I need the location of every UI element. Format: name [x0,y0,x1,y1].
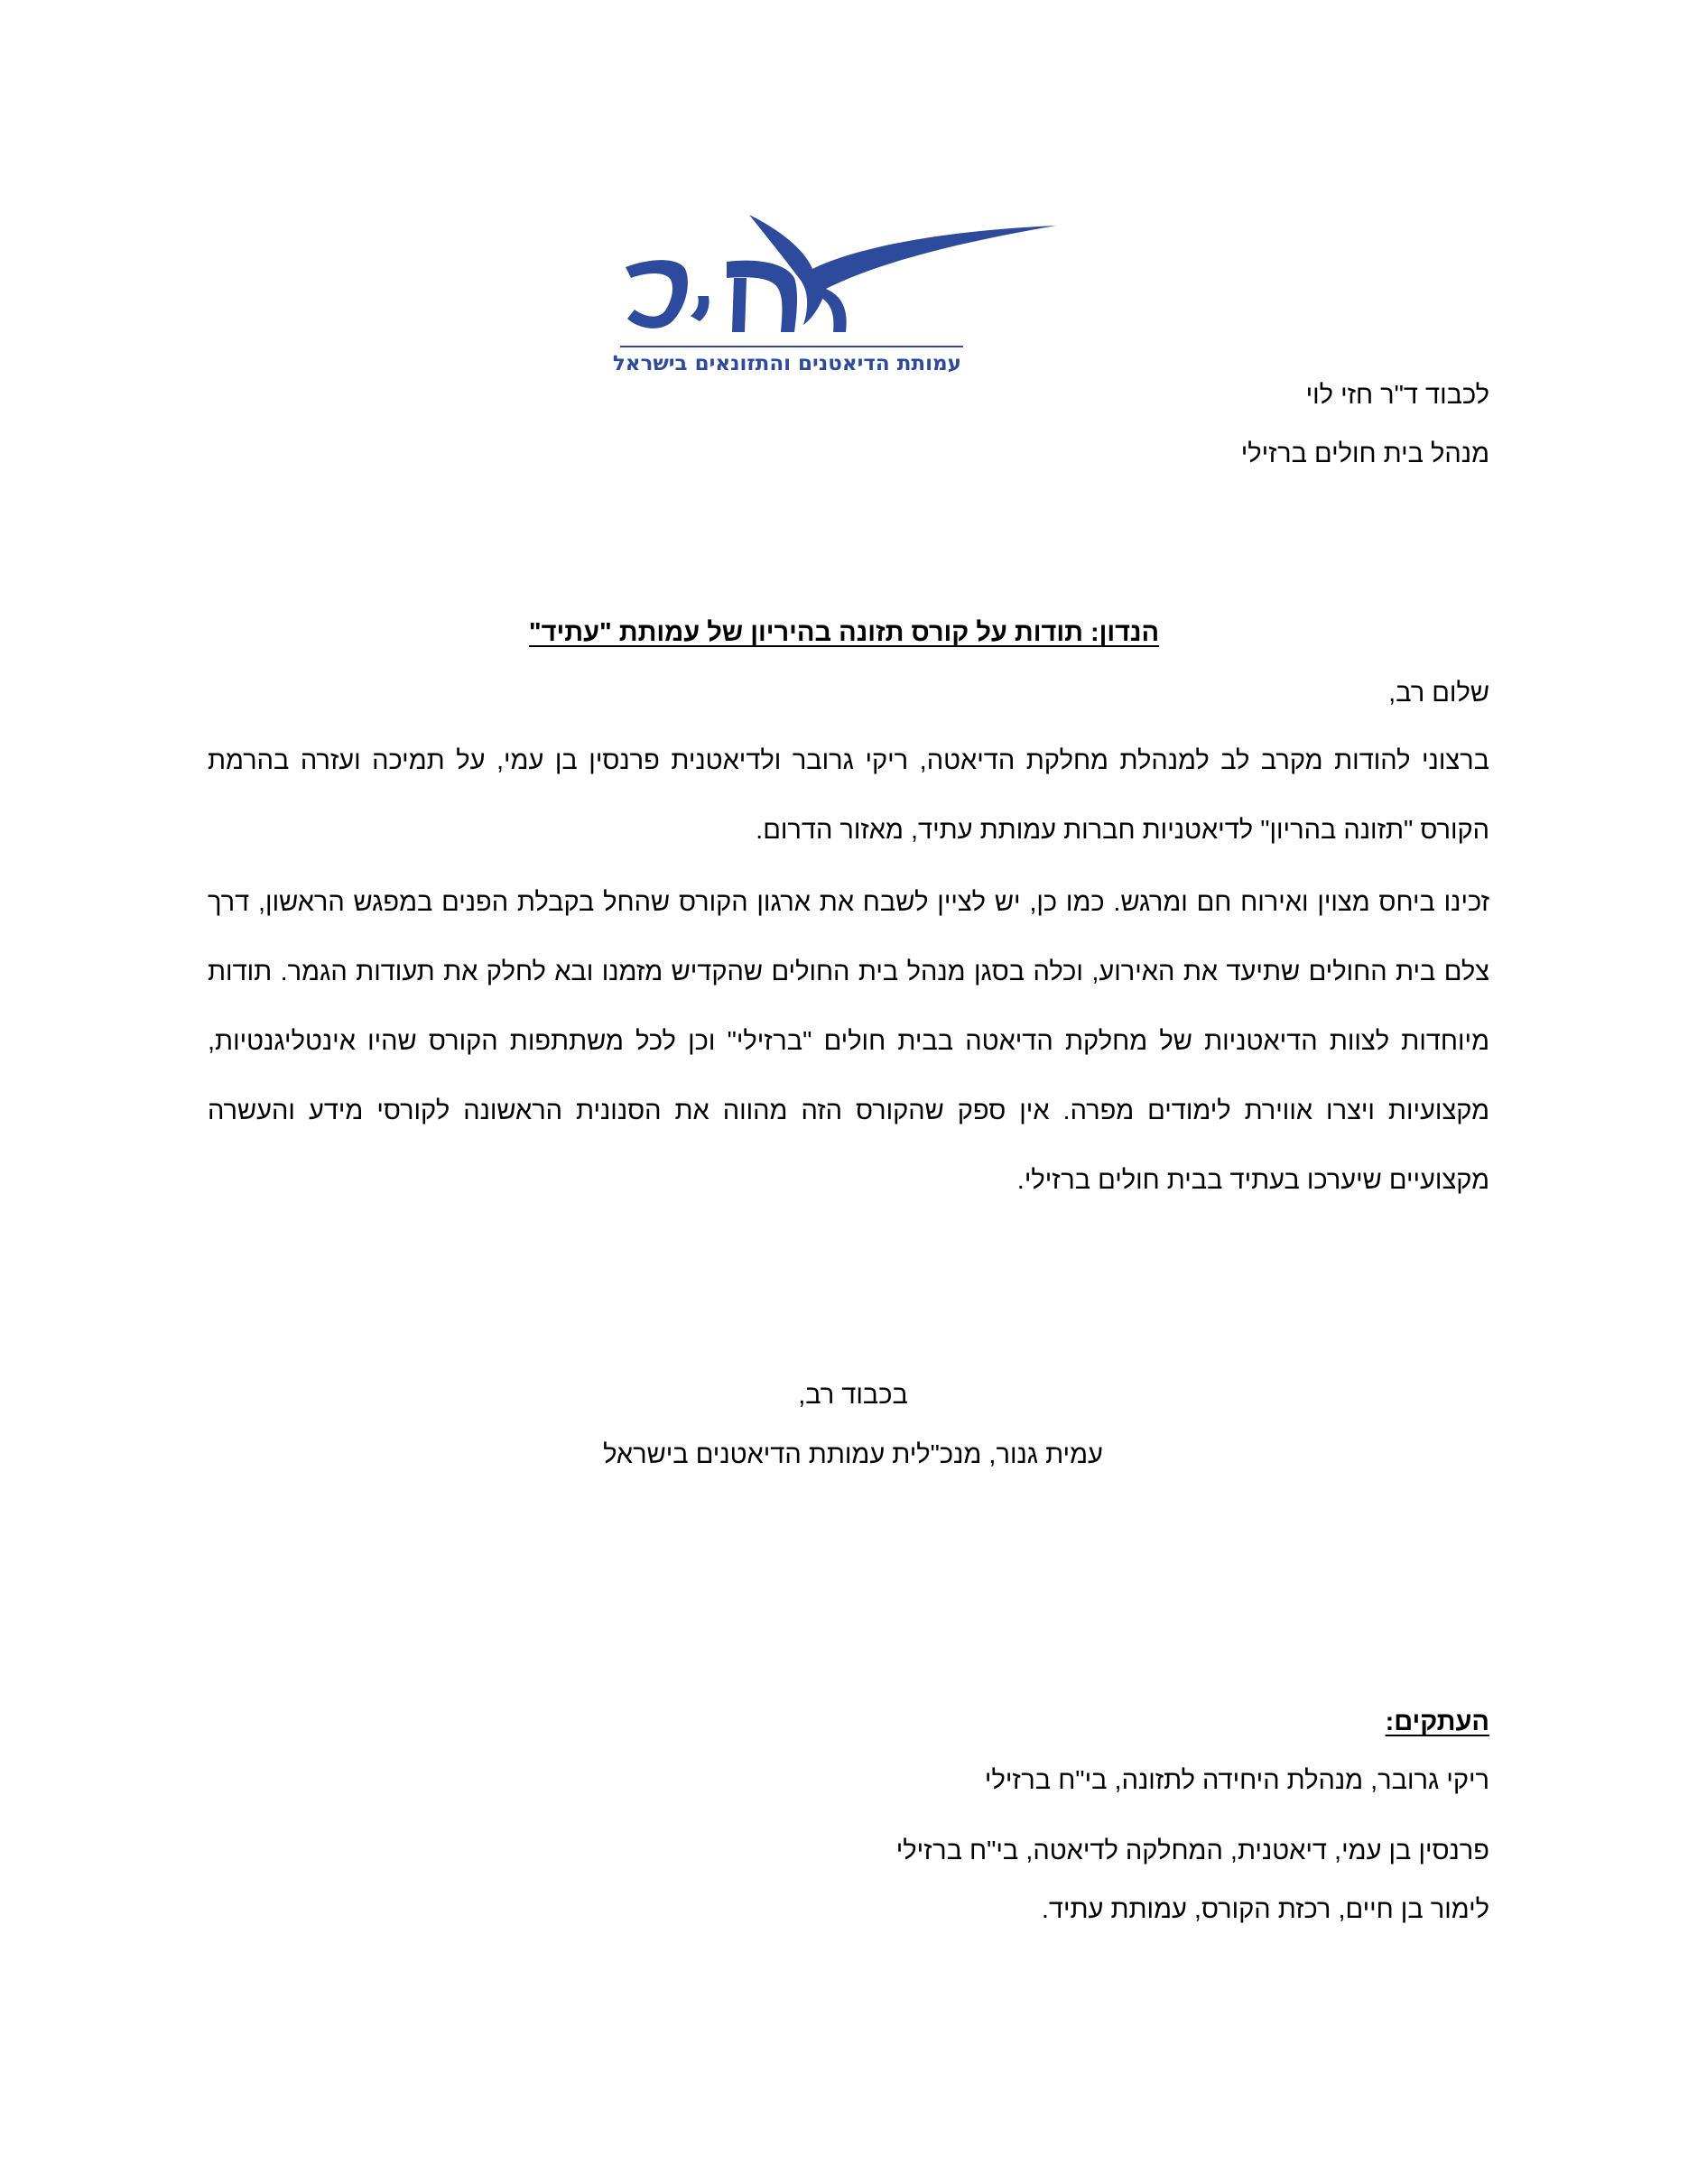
association-logo [612,206,1065,386]
cc-item: ריקי גרובר, מנהלת היחידה לתזונה, בי"ח ברזילי [984,1766,1489,1795]
body-paragraph-1: ברצוני להודות מקרב לב למנהלת מחלקת הדיאטה, ריקי גרובר ולדיאטנית פרנסין בן עמי, על תמיכה ועזרה בהרמת הקורס "תזונה בהריון" לדיאטניות חברות עמותת עתיד, מאזור הדרום. [208,746,1489,845]
cc-heading: העתקים: [1385,1707,1489,1736]
logo-caption: עמותת הדיאטנים והתזונאים בישראל [612,352,961,375]
body-paragraph-2: זכינו ביחס מצוין ואירוח חם ומרגש. כמו כן, יש לציין לשבח את ארגון הקורס שהחל בקבלת הפנים במפגש הראשון, דרך צלם בית החולים שתיעד את האירוע, וכלה בסגן מנהל בית החולים שהקדיש מזמנו ובא לחלק את תעודות הגמר. תודות מיוחדות לצוות הדיאטניות של מחלקת הדיאטה בבית חולים "ברזילי" וכן לכל משתתפות הקורס שהיו אינטליגנטיות, מקצועיות ויצרו אווירת לימודים מפרה. אין ספק שהקורס הזה מהווה את הסנונית הראשונה לקורסי מידע והעשרה מקצועיים שיערכו בעתיד בבית חולים ברזילי. [208,888,1489,1195]
logo-emblem-icon [618,206,1065,355]
body-paragraph-1-block [208,726,1489,865]
body-paragraph-2-block [208,868,1489,1216]
cc-item: פרנסין בן עמי, דיאטנית, המחלקה לדיאטה, בי"ח ברזילי [895,1837,1489,1865]
cc-item: לימור בן חיים, רכזת הקורס, עמותת עתיד. [1041,1895,1489,1924]
letter-subject [0,616,1688,649]
closing-signature: עמית גנור, מנכ"לית עמותת הדיאטנים בישראל [603,1440,1103,1469]
recipient-name: לכבוד ד"ר חזי לוי [1305,381,1489,410]
greeting: שלום רב, [1388,679,1489,708]
subject-text: הנדון: תודות על קורס תזונה בהיריון של עמותת "עתיד" [528,618,1160,647]
recipient-title: מנהל בית חולים ברזילי [1240,440,1489,468]
closing-salutation: בכבוד רב, [798,1381,908,1410]
